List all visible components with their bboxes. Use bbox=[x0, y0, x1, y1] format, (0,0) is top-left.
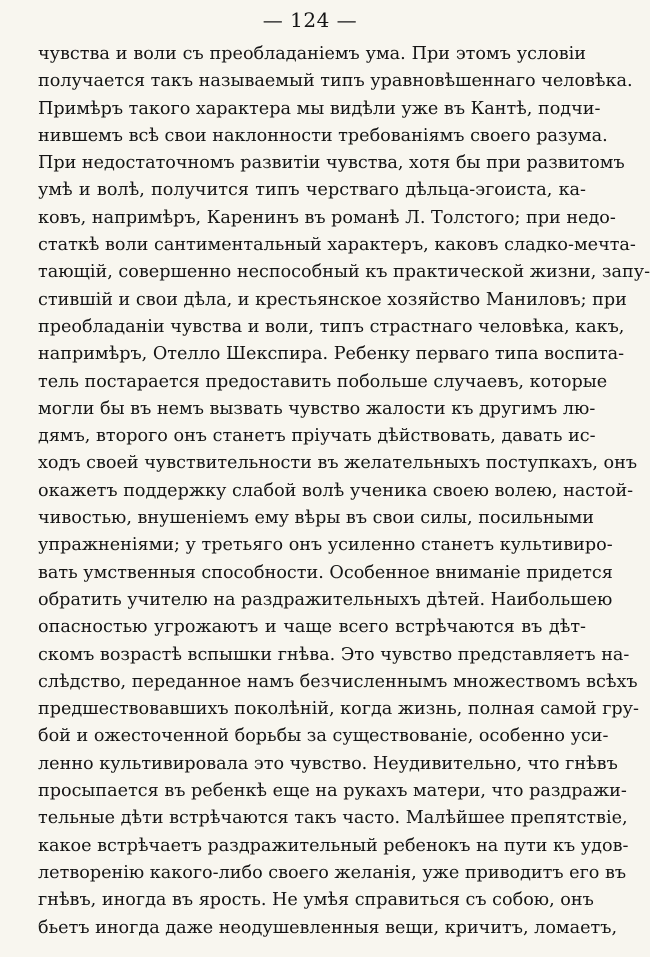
text-line: обратить учителю на раздражительныхъ дѣтей. Наибольшею bbox=[38, 589, 613, 610]
text-line: могли бы въ немъ вызвать чувство жалости къ другимъ лю- bbox=[38, 398, 596, 419]
text-line: чивостью, внушеніемъ ему вѣры въ свои силы, посильными bbox=[38, 508, 595, 529]
text-line: преобладаніи чувства и воли, типъ страстнаго человѣка, какъ, bbox=[38, 316, 625, 337]
text-line: окажетъ поддержку слабой волѣ ученика своею волею, настой- bbox=[38, 480, 634, 501]
text-line: предшествовавшихъ поколѣній, когда жизнь, полная самой гру- bbox=[38, 699, 639, 720]
text-line: слѣдство, переданное намъ безчисленнымъ множествомъ всѣхъ bbox=[38, 671, 638, 692]
text-line: какое встрѣчаетъ раздражительный ребенокъ на пути къ удов- bbox=[38, 835, 629, 856]
text-line: получается такъ называемый типъ уравновѣшеннаго человѣка. bbox=[38, 71, 633, 92]
text-line: стившій и свои дѣла, и крестьянское хозяйство Маниловъ; при bbox=[38, 289, 627, 310]
text-line: ленно культивировала это чувство. Неудивительно, что гнѣвъ bbox=[38, 753, 618, 774]
text-line: тельные дѣти встрѣчаются такъ часто. Малѣйшее препятствіе, bbox=[38, 808, 628, 829]
text-line: чувства и воли съ преобладаніемъ ума. При этомъ условіи bbox=[38, 44, 586, 64]
text-line: напримѣръ, Отелло Шекспира. Ребенку перваго типа воспита- bbox=[38, 344, 625, 365]
text-line: дямъ, второго онъ станетъ пріучать дѣйствовать, давать ис- bbox=[38, 426, 596, 447]
text-line: тающій, совершенно неспособный къ практической жизни, запу- bbox=[38, 262, 650, 283]
text-line: ковъ, напримѣръ, Каренинъ въ романѣ Л. Толстого; при недо- bbox=[38, 207, 616, 228]
text-line: ходъ своей чувствительности въ желательныхъ поступкахъ, онъ bbox=[38, 453, 638, 474]
text-line: тель постарается предоставить побольше случаевъ, которые bbox=[38, 371, 608, 392]
text-line: При недостаточномъ развитіи чувства, хотя бы при развитомъ bbox=[38, 153, 625, 174]
text-line: бой и ожесточенной борьбы за существованіе, особенно уси- bbox=[38, 726, 609, 747]
text-line: летворенію какого-либо своего желанія, уже приводитъ его въ bbox=[38, 862, 627, 883]
text-line: статкѣ воли сантиментальный характеръ, каковъ сладко-мечта- bbox=[38, 235, 636, 256]
text-line: гнѣвъ, иногда въ ярость. Не умѣя справиться съ собою, онъ bbox=[38, 890, 594, 911]
text-line: Примѣръ такого характера мы видѣли уже въ Кантѣ, подчи- bbox=[38, 98, 601, 119]
text-line: вать умственныя способности. Особенное вниманіе придется bbox=[38, 562, 613, 583]
text-line: бьетъ иногда даже неодушевленныя вещи, кричитъ, ломаетъ, bbox=[38, 917, 618, 938]
text-line: умѣ и волѣ, получится типъ черстваго дѣльца-эгоиста, ка- bbox=[38, 180, 586, 201]
text-line: упражненіями; у третьяго онъ усиленно станетъ культивиро- bbox=[38, 535, 613, 556]
text-line: нившемъ всѣ свои наклонности требованіямъ своего разума. bbox=[38, 125, 608, 146]
page-number: — 124 — bbox=[262, 8, 358, 32]
body-text bbox=[38, 41, 650, 942]
text-line: опасностью угрожаютъ и чаще всего встрѣчаются въ дѣт- bbox=[38, 617, 586, 638]
text-line: скомъ возрастѣ вспышки гнѣва. Это чувство представляетъ на- bbox=[38, 644, 630, 665]
text-line: просыпается въ ребенкѣ еще на рукахъ матери, что раздражи- bbox=[38, 781, 627, 802]
